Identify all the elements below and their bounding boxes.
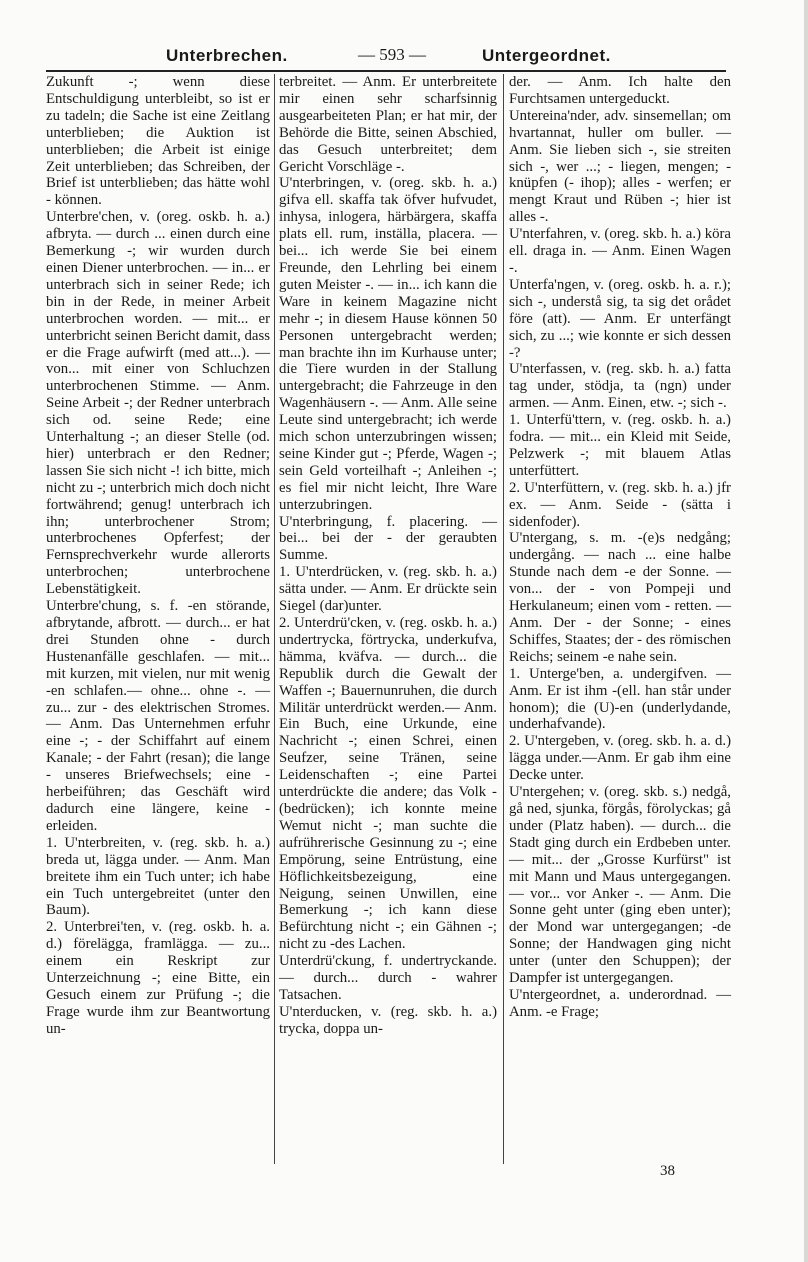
text-column-right: der. — Anm. Ich halte den Furchtsamen untergeduckt. Untereina'nder, adv. sinsemellan; om hvartannat, huller om buller. — Anm. Sie lieben sich -, sie streiten sich -, wer ...; - liegen, mengen; - knüpfen (- ihop); alles - werfen; er mengt Kraut und Rüben -; hier ist alles -. U'nterfahren, v. (oreg. skb. h. a.) köra ell. draga in. — Anm. Einen Wagen -. Unterfa'ngen, v. (oreg. oskb. h. a. r.); sich -, understå sig, ta sig det orådet före (att). — Anm. Er unterfängt sich, zu ...; wie konnte er sich dessen -? U'nterfassen, v. (reg. skb. h. a.) fatta tag under, stödja, ta (ngn) under armen. — Anm. Einen, etw. -; sich -. 1. Unterfü'ttern, v. (reg. oskb. h. a.) fodra. — mit... ein Kleid mit Seide, Pelzwerk -; mit blauem Atlas unterfüttert. 2. U'nterfüttern, v. (reg. skb. h. a.) jfr ex. — Anm. Seide - (sätta i sidenfoder). U'ntergang, s. m. -(e)s nedgång; undergång. — nach ... eine halbe Stunde nach dem -e der Sonne. — von... der - von Pompeji und Herkulaneum; einen vom - retten. — Anm. Der - der Sonne; - eines Schiffes, Staates; der - des römischen Reichs; seinem -e nahe sein. 1. Unterge'ben, a. undergifven. — Anm. Er ist ihm -(ell. han står under honom); die (U)-en (underlydande, underhafvande). 2. U'ntergeben, v. (oreg. skb. h. a. d.) lägga under.—Anm. Er gab ihm eine Decke unter. U'ntergehen; v. (oreg. skb. s.) nedgå, gå ned, sjunka, förgås, förolyckas; gå under (Platz haben). — durch... die Stadt ging durch ein Erdbeben unter. — mit... der „Grosse Kurfürst" ist mit Mann und Maus untergegangen. — vor... vor Anker -. — Anm. Die Sonne geht unter (ging eben unter); der Mond war untergegangen; -de Sonne; der Handwagen ging nicht unter (unter den Schuppen); der Dampfer ist untergegangen. U'ntergeordnet, a. underordnad. — Anm. -e Frage;: [509, 74, 731, 1020]
text-column-left: Zukunft -; wenn diese Entschuldigung unterbleibt, so ist er zu tadeln; die Sache ist eine Zeitlang unterblieben; die Auktion ist unterblieben; die Arbeit ist einige Zeit unterblieben; das Schreiben, der Brief ist unterblieben; das hätte wohl - können. Unterbre'chen, v. (oreg. oskb. h. a.) afbryta. — durch ... einen durch eine Bemerkung -; wir wurden durch einen Diener unterbrochen. — in... er unterbrach sich in seiner Rede; ich bin in der Rede, in meiner Arbeit unterbrochen worden. — mit... er unterbricht seinen Bericht damit, dass er die Frage aufwirft (med att...). — von... mit einer von Schluchzen unterbrochenen Stimme. — Anm. Seine Arbeit -; der Redner unterbrach sich od. seine Rede; eine Unterhaltung -; an dieser Stelle (od. hier) unterbrach er den Redner; lassen Sie sich nicht -! ich bitte, mich nicht zu -; unterbrich mich doch nicht fortwährend; genug! unterbrach ich ihn; unterbrochener Strom; unterbrochenes Opferfest; der Fernsprechverkehr wurde allerorts unterbrochen; unterbrochene Lebenstätigkeit. Unterbre'chung, s. f. -en störande, afbrytande, afbrott. — durch... er hat drei Stunden ohne - durch Hustenanfälle geschlafen. — mit... mit kurzen, mit vielen, nur mit wenig -en schlafen.— ohne... ohne -. — zu... zur - des elektrischen Stromes. — Anm. Das Unternehmen erfuhr eine -; - der Schiffahrt auf einem Kanale; - der Fahrt (resan); die lange - unseres Briefwechsels; eine - herbeiführen; das Geschäft wird dadurch eine längere, keine - erleiden. 1. U'nterbreiten, v. (reg. skb. h. a.) breda ut, lägga under. — Anm. Man breitete ihm ein Tuch unter; ich habe ein Tuch untergebreitet (unter den Baum). 2. Unterbrei'ten, v. (reg. oskb. h. a. d.) förelägga, framlägga. — zu... einem ein Reskript zur Unterzeichnung -; eine Bitte, ein Gesuch einem zur Prüfung -; die Frage wurde ihm zur Beantwortung un-: [46, 74, 270, 1037]
page-number: — 593 —: [358, 45, 426, 64]
header-rule: [46, 70, 726, 72]
column-divider-2: [503, 74, 504, 1164]
scan-edge: [804, 0, 808, 1262]
folio-signature: 38: [660, 1163, 675, 1179]
left-running-headword: Unterbrechen.: [166, 46, 288, 65]
running-header: [46, 40, 730, 70]
text-column-middle: terbreitet. — Anm. Er unterbreitete mir einen sehr scharfsinnig ausgearbeiteten Plan; er hat mir, der Behörde die Bitte, seinen Abschied, das Gesuch unterbreitet; dem Gericht Vorschläge -. U'nterbringen, v. (oreg. skb. h. a.) gifva ell. skaffa tak öfver hufvudet, inhysa, inlogera, härbärgera, skaffa plats ell. rum, inställa, placera. — bei... ich werde Sie bei einem Freunde, den Lehrling bei einem guten Meister -. — in... ich kann die Ware in keinem Magazine nicht mehr -; in diesem Hause können 50 Personen untergebracht werden; man brachte ihn im Kurhause unter; die Tiere wurden in der Stallung untergebracht; die Fahrzeuge in den Wagenhäusern -. — Anm. Alle seine Leute sind untergebracht; ich werde mich schon unterzubringen wissen; seine Kinder gut -; Pferde, Wagen -; sein Geld vorteilhaft -; Anleihen -; es fiel mir nicht leicht, Ihre Ware unterzubringen. U'nterbringung, f. placering. — bei... bei der - der geraubten Summe. 1. U'nterdrücken, v. (reg. skb. h. a.) sätta under. — Anm. Er drückte sein Siegel (dar)unter. 2. Unterdrü'cken, v. (reg. oskb. h. a.) undertrycka, förtrycka, underkufva, hämma, kväfva. — durch... die Republik durch die Gewalt der Waffen -; Bauernunruhen, die durch Militär unterdrückt werden.— Anm. Ein Buch, eine Urkunde, eine Nachricht -; einen Schrei, einen Seufzer, seine Tränen, seine Leidenschaften -; eine Partei unterdrückte die andere; das Volk - (bedrücken); ich konnte meine Wemut nicht -; man suchte die aufrührerische Gesinnung zu -; eine Empörung, seine Entrüstung, eine Höflichkeitsbezeigung, eine Neigung, seinen Unwillen, eine Bemerkung -; ich kann diese Befürchtung nicht -; ein Gähnen -; nicht zu -des Lachen. Unterdrü'ckung, f. undertryckande. — durch... durch - wahrer Tatsachen. U'nterducken, v. (reg. skb. h. a.) trycka, doppa un-: [279, 74, 497, 1037]
column-divider-1: [274, 74, 275, 1164]
right-running-headword: Untergeordnet.: [482, 46, 611, 65]
